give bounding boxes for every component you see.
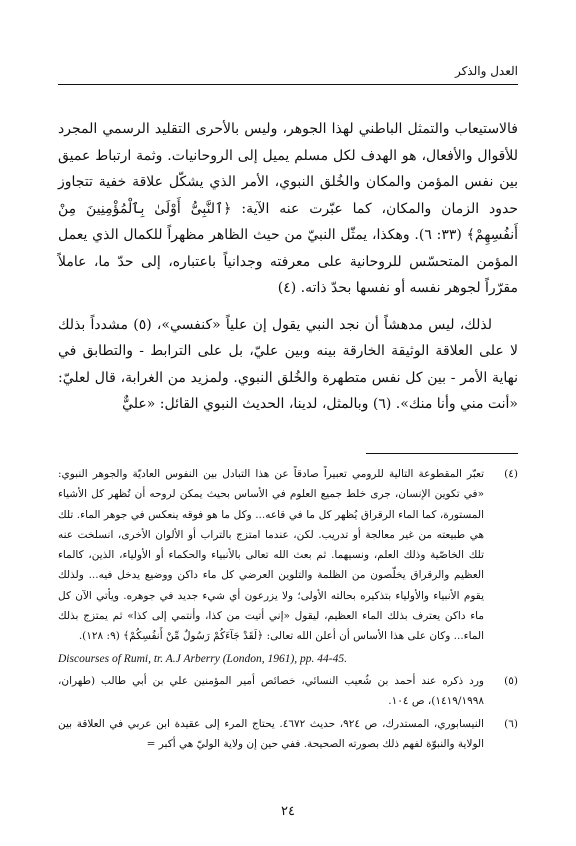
main-text xyxy=(58,116,518,418)
footnote-text: تعبّر المقطوعة التالية للرومي تعبيراً صادقاً عن هذا التبادل بين النفوس العاديّة والجوهر النبوي: «في تكوين الإنسان، جرى خلط جميع العلوم في الأساس بحيث يمكن لروحه أن تُظهر كل الأشياء المستورة، كما الماء الرقراق يُظهر كل ما في قاعه... وكل ما هو فوقه ينعكس في جوهر الماء. تلك هي طبيعته من غير معالجة أو تدريب. لكن، عندما امتزج بالتراب أو الألوان الأخرى، انسلخت عنه تلك الخاصّية وذلك العلم، ونسيهما. ثم بعث الله تعالى بالأنبياء والحكماء أو الأولياء، الذين، كالماء العظيم والرقراق يخلّصون من الظلمة والتلوين العرضي كل ماء داكن ووضيع يدخل فيه... ولذلك يقوم الأنبياء والأولياء بتذكيره بحالته الأولى؛ ولا يزرعون أي شيء جديد في جوهره. ويأتي الآن كل ماء داكن يعترف بذلك الماء العظيم، ليقول «إني أتيت من كذا، وأنتمي إلى كذا» ثم يمتزج بذلك الماء... وكان على هذا الأساس أن أعلن الله تعالى: ﴿لَقَدْ جَآءَكُمْ رَسُولٌ مِّنْ أَنفُسِكُمْ﴾ (٩: ١٢٨). xyxy=(58,468,484,643)
footnote xyxy=(58,464,518,647)
paragraph: فالاستيعاب والتمثل الباطني لهذا الجوهر، وليس بالأحرى التقليد الرسمي المجرد للأقوال والأفعال، هو الهدف لكل مسلم يميل إلى الروحانيات. وثمة ارتباط عميق بين نفس المؤمن والمكان والخُلق النبوي، الأمر الذي يشكّل علاقة خفية تتجاوز حدود الزمان والمكان، كما عبّرت عنه الآية: ﴿ٱلنَّبِىُّ أَوْلَىٰ بِٱلْمُؤْمِنِينَ مِنْ أَنفُسِهِمْ﴾ (٣٣: ٦). وهكذا، يمثّل النبيّ من حيث الظاهر مظهراً للكمال الذي يعمل المؤمن المتحسّس للروحانية على معرفته وجدانياً باعتباره، إلى حدّ ما، عاملاً مقرّراً لجوهر نفسه أو نفسها بحدّ ذاته. (٤) xyxy=(58,121,519,296)
page-number: ٢٤ xyxy=(281,804,295,819)
footnote-number: (٦) xyxy=(504,717,518,730)
footnotes xyxy=(58,464,518,756)
paragraph: لذلك، ليس مدهشاً أن نجد النبي يقول إن علياً «كنفسي»، (٥) مشدداً بذلك لا على العلاقة الوثيقة الخارقة بينه وبين عليّ، بل على الترابط - والتطابق في نهاية الأمر - بين كل نفس متطهرة والخُلق النبوي. ولمزيد من الغرابة، قال لعليّ: «أنت مني وأنا منك». (٦) وبالمثل، لدينا، الحديث النبوي القائل: «عليٌّ xyxy=(58,316,518,412)
footnote xyxy=(58,714,518,755)
footnote-number: (٤) xyxy=(504,468,518,480)
footnote xyxy=(58,671,518,712)
footnote-text: النيسابوري، المستدرك، ص ٩٢٤، حديث ٤٦٧٢. يحتاج المرء إلى عقيدة ابن عربي في العلاقة بين الولاية والنبوّة لفهم ذلك بصورته الصحيحة. ففي حين إن ولاية الوليّ هي أكبر = xyxy=(58,717,484,750)
footnote-text: ورد ذكره عند أحمد بن شُعيب النسائي، خصائص أمير المؤمنين علي بن أبي طالب (طهران، ١٤١٩/١٩٩٨)، ص ١٠٤. xyxy=(58,674,484,708)
footnote-number: (٥) xyxy=(504,674,518,687)
header-rule xyxy=(58,84,518,85)
footnote-citation: Discourses of Rumi, tr. A.J Arberry (London, 1961), pp. 44-45. xyxy=(58,652,347,665)
footnote-rule xyxy=(366,453,518,454)
running-header: العدل والذكر xyxy=(454,64,518,78)
